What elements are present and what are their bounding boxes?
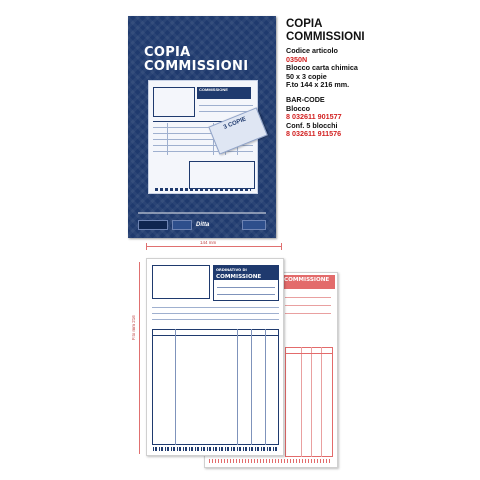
cover-form-stripe bbox=[155, 188, 251, 191]
red-sheet-line bbox=[285, 313, 331, 314]
red-sheet-stripe bbox=[209, 459, 331, 463]
blue-sheet-stripe bbox=[153, 447, 277, 451]
cover-title-line2: COMMISSIONI bbox=[144, 59, 249, 74]
red-sheet-header-text: COMMISSIONE bbox=[284, 277, 330, 283]
cover-form-header: COMMISSIONE bbox=[197, 87, 251, 99]
product-title bbox=[286, 18, 476, 43]
blue-sheet-column bbox=[237, 329, 238, 445]
red-sheet-column bbox=[321, 347, 322, 457]
cover-title-line1: COPIA bbox=[144, 45, 191, 60]
code-value: 0350N bbox=[286, 54, 308, 64]
blue-sheet-column bbox=[175, 329, 176, 445]
blue-sheet-header-small: ORDINATIVO DI bbox=[216, 268, 247, 272]
product-title-line2: COMMISSIONI bbox=[286, 30, 365, 43]
cover-footer-block bbox=[242, 220, 266, 230]
blue-original-sheet bbox=[146, 258, 284, 456]
blue-sheet-line bbox=[152, 307, 279, 308]
description-line: F.to 144 x 216 mm. bbox=[286, 80, 350, 90]
cover-form-signature-box bbox=[189, 161, 255, 189]
red-sheet-column bbox=[311, 347, 312, 457]
cover-divider bbox=[138, 212, 266, 214]
cover-form-column bbox=[167, 123, 168, 155]
blue-sheet-column bbox=[251, 329, 252, 445]
blue-sheet-items-table bbox=[152, 329, 279, 445]
barcode-heading: BAR-CODE bbox=[286, 94, 325, 104]
blue-sheet-address-box bbox=[152, 265, 210, 299]
product-cover bbox=[128, 16, 276, 238]
product-info bbox=[286, 18, 476, 139]
width-dimension-line bbox=[146, 246, 282, 247]
red-sheet-line bbox=[285, 297, 331, 298]
red-sheet-line bbox=[285, 353, 333, 354]
width-dimension-label: 144 mm bbox=[200, 240, 217, 245]
blue-sheet-line bbox=[217, 287, 275, 288]
cover-form-line bbox=[199, 105, 253, 106]
cover-footer-block bbox=[138, 220, 168, 230]
brand-logo: Ditta bbox=[196, 222, 210, 228]
cover-title bbox=[144, 46, 248, 74]
blue-sheet-order-box bbox=[213, 279, 279, 301]
cover-form-line bbox=[153, 151, 253, 152]
blue-sheet-line bbox=[152, 313, 279, 314]
barcode-pack: 8 032611 911576 bbox=[286, 129, 342, 139]
product-title-line1: COPIA bbox=[286, 18, 323, 30]
description-line: 50 x 3 copie bbox=[286, 71, 327, 81]
blocco-label: Blocco bbox=[286, 103, 310, 113]
blue-sheet-line bbox=[217, 294, 275, 295]
barcode-single: 8 032611 901577 bbox=[286, 112, 342, 122]
pack-label: Conf. 5 blocchi bbox=[286, 120, 338, 130]
cover-form-address-box bbox=[153, 87, 195, 117]
height-dimension-line bbox=[139, 262, 140, 454]
red-sheet-table bbox=[285, 347, 333, 457]
blue-sheet-table-header-line bbox=[152, 335, 279, 336]
red-sheet-column bbox=[301, 347, 302, 457]
copies-badge: 3 COPIE bbox=[208, 107, 267, 154]
red-sheet-header bbox=[281, 275, 335, 289]
code-label: Codice articolo bbox=[286, 46, 338, 55]
cover-footer-block bbox=[172, 220, 192, 230]
blue-sheet-header-text: COMMISSIONE bbox=[216, 273, 262, 280]
blue-sheet-header bbox=[213, 265, 279, 279]
description-line: Blocco carta chimica bbox=[286, 63, 358, 73]
blue-sheet-line bbox=[152, 319, 279, 320]
red-sheet-line bbox=[285, 305, 331, 306]
blue-sheet-column bbox=[265, 329, 266, 445]
cover-footer bbox=[138, 218, 266, 232]
height-dimension-label: F.to mm 216 bbox=[131, 315, 136, 340]
